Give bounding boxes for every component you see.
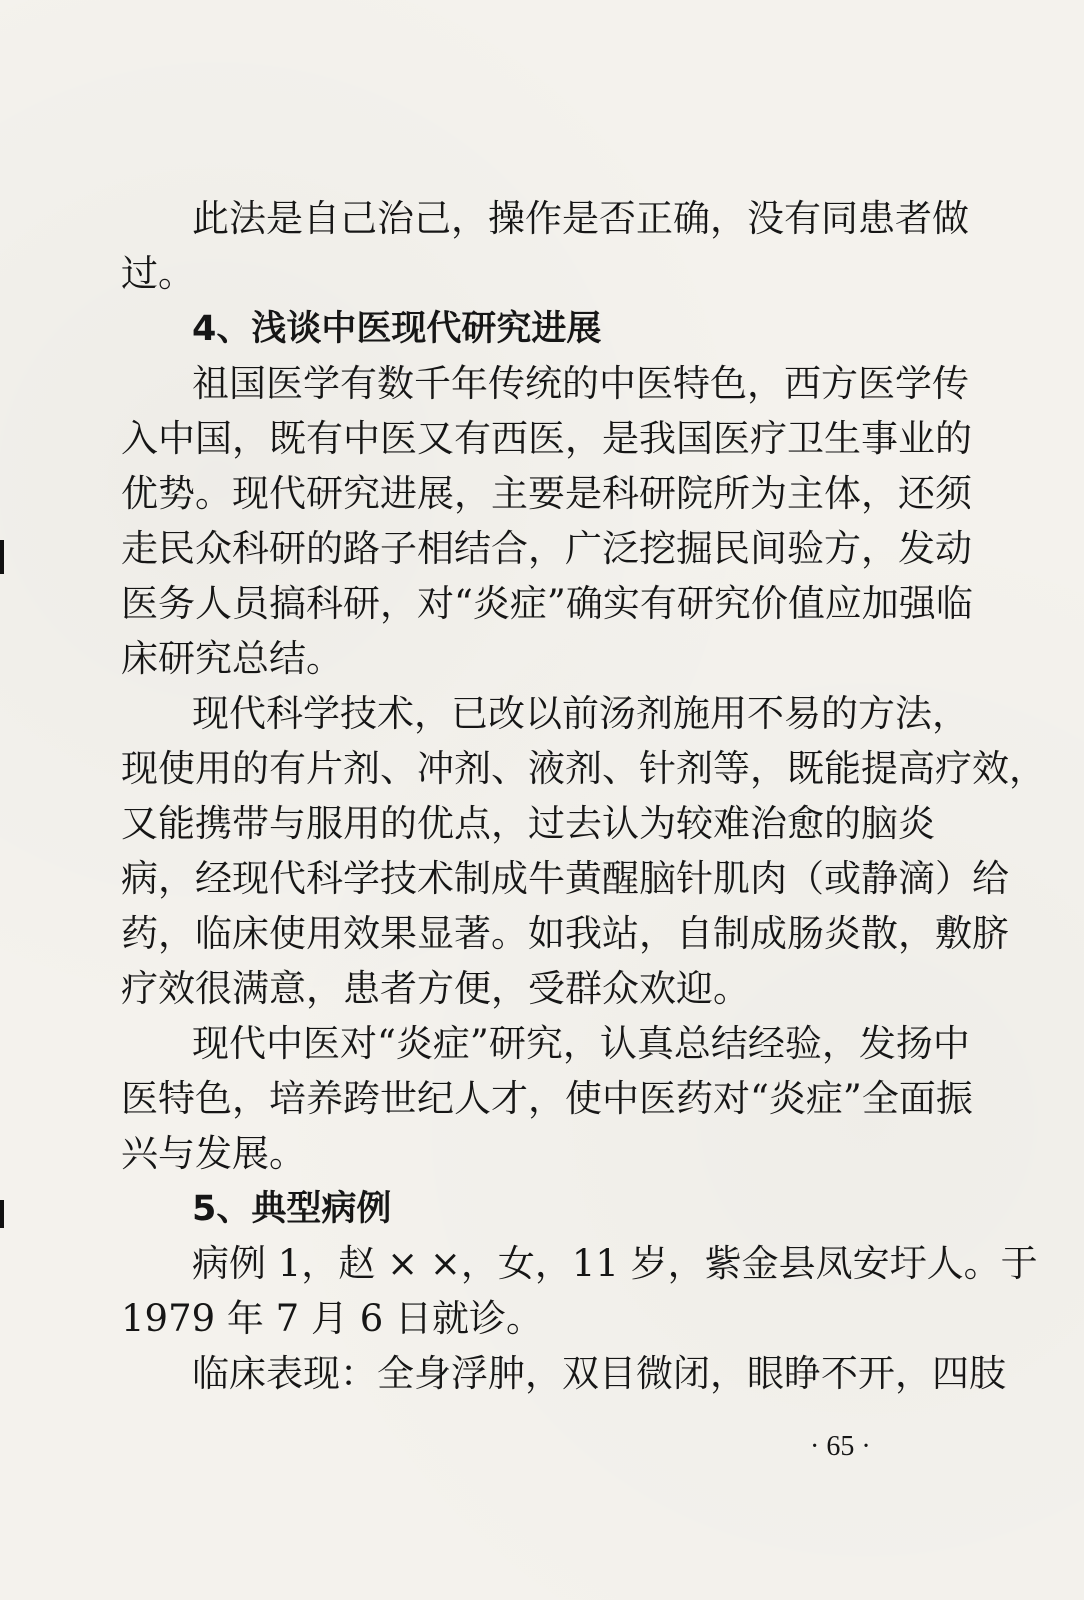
body-line: 现代科学技术，已改以前汤剂施用不易的方法， [192,692,969,735]
body-line: 兴与发展。 [121,1132,306,1175]
body-line: 1979 年 7 月 6 日就诊。 [121,1297,544,1340]
body-line: 现使用的有片剂、冲剂、液剂、针剂等，既能提高疗效， [121,747,1046,790]
body-line: 祖国医学有数千年传统的中医特色，西方医学传 [192,362,969,405]
section-heading: 5、典型病例 [192,1189,392,1229]
body-line: 入中国，既有中医又有西医，是我国医疗卫生事业的 [121,417,972,460]
section-heading: 4、浅谈中医现代研究进展 [192,309,602,349]
body-line: 现代中医对“炎症”研究，认真总结经验，发扬中 [192,1022,970,1065]
body-line: 药，临床使用效果显著。如我站，自制成肠炎散，敷脐 [121,912,1009,955]
body-line: 床研究总结。 [121,637,343,680]
body-line: 此法是自己治己，操作是否正确，没有同患者做 [192,197,969,240]
body-line: 过。 [121,252,195,295]
body-line: 走民众科研的路子相结合，广泛挖掘民间验方，发动 [121,527,972,570]
scan-edge-mark [0,1200,4,1228]
body-line: 疗效很满意，患者方便，受群众欢迎。 [121,967,750,1010]
body-line: 病例 1，赵 × ×，女，11 岁，紫金县凤安圩人。于 [192,1242,1038,1285]
body-line: 医特色，培养跨世纪人才，使中医药对“炎症”全面振 [121,1077,973,1120]
body-line: 医务人员搞科研，对“炎症”确实有研究价值应加强临 [121,582,973,625]
body-line: 临床表现：全身浮肿，双目微闭，眼睁不开，四肢 [192,1352,1006,1395]
body-line: 又能携带与服用的优点，过去认为较难治愈的脑炎 [121,802,935,845]
body-line: 病，经现代科学技术制成牛黄醒脑针肌肉（或静滴）给 [121,857,1009,900]
body-line: 优势。现代研究进展，主要是科研院所为主体，还须 [121,472,972,515]
page-number: · 65 · [810,1431,871,1462]
scan-edge-mark [0,540,4,574]
